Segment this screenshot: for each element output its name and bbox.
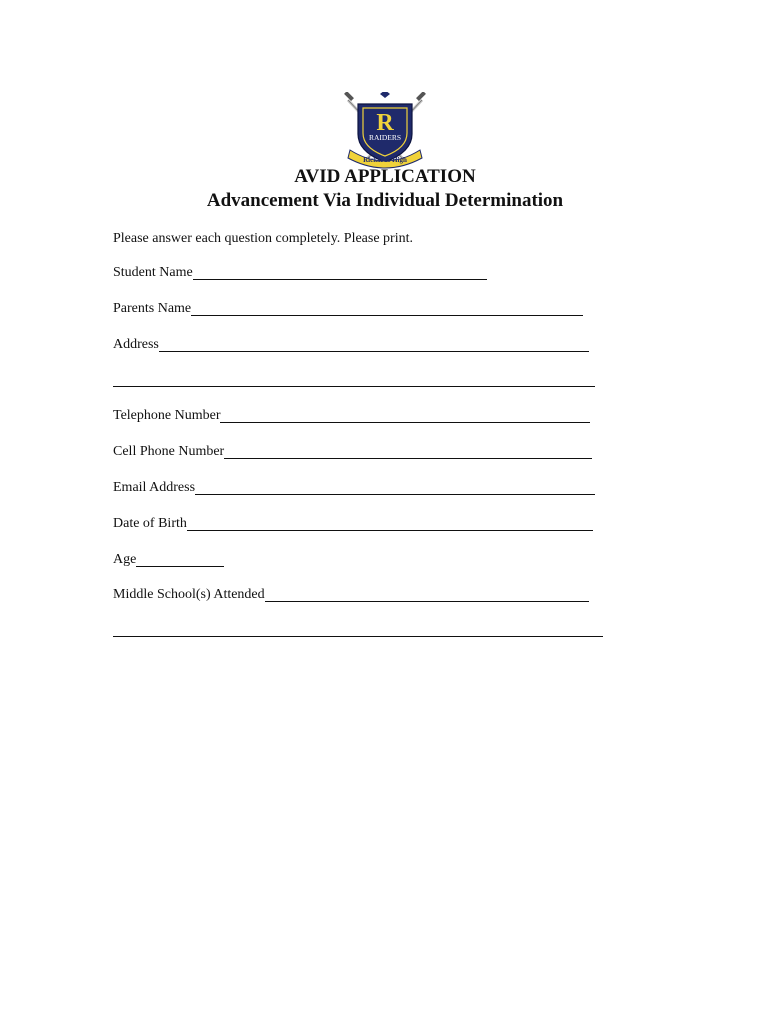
age-line[interactable] — [136, 552, 224, 567]
middle-school-field[interactable] — [113, 586, 589, 604]
email-field[interactable] — [113, 479, 595, 497]
middle-school-line[interactable] — [265, 587, 589, 602]
address-label: Address — [113, 337, 159, 352]
crest-banner-text: RAIDERS — [368, 133, 402, 142]
middle-school-line-2[interactable] — [113, 636, 603, 637]
address-line[interactable] — [159, 337, 589, 352]
crest-letter: R — [376, 110, 394, 136]
student-name-field[interactable] — [113, 264, 487, 282]
instructions-text: Please answer each question completely. Please print. — [113, 231, 413, 246]
crest-ribbon-text: Rickards High — [363, 156, 407, 164]
address-field[interactable] — [113, 336, 589, 354]
email-line[interactable] — [195, 480, 595, 495]
email-label: Email Address — [113, 480, 196, 495]
middle-school-label: Middle School(s) Attended — [113, 587, 265, 602]
form-subtitle: Advancement Via Individual Determination — [206, 190, 564, 211]
dob-label: Date of Birth — [113, 516, 187, 531]
age-label: Age — [113, 552, 137, 567]
parents-name-line[interactable] — [191, 301, 583, 316]
student-name-label: Student Name — [113, 265, 193, 280]
telephone-line[interactable] — [220, 408, 590, 423]
form-title: AVID APPLICATION — [294, 166, 476, 187]
dob-line[interactable] — [187, 516, 593, 531]
parents-name-field[interactable] — [113, 300, 583, 318]
student-name-line[interactable] — [193, 265, 487, 280]
telephone-label: Telephone Number — [113, 408, 221, 423]
dob-field[interactable] — [113, 515, 593, 533]
raiders-crest-logo — [344, 92, 426, 170]
parents-name-label: Parents Name — [113, 301, 192, 316]
age-field[interactable] — [113, 551, 224, 569]
telephone-field[interactable] — [113, 407, 590, 425]
cell-phone-field[interactable] — [113, 443, 592, 461]
cell-phone-line[interactable] — [224, 444, 592, 459]
cell-phone-label: Cell Phone Number — [113, 444, 225, 459]
address-line-2[interactable] — [113, 386, 595, 387]
